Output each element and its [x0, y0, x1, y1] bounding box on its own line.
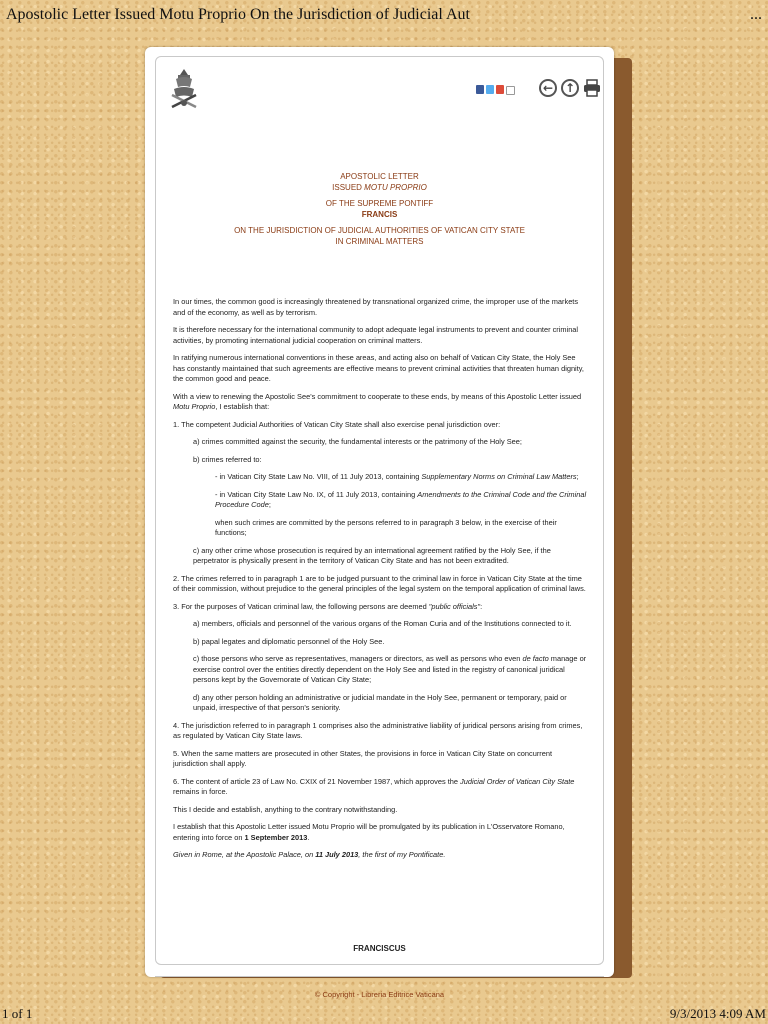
google-plus-icon[interactable] [496, 85, 504, 94]
paragraph: It is therefore necessary for the international community to adopt adequate legal instruments to prevent and counter criminal activities, by promoting international judicial cooperation on criminal matters. [173, 325, 579, 345]
section-1b: b) crimes referred to: [193, 454, 262, 464]
signature: FRANCISCUS [353, 944, 406, 953]
paragraph: In our times, the common good is increasingly threatened by transnational organized crime, the improper use of the markets and of the economy, as well as by terrorism. [173, 297, 579, 317]
page-nav-icons [539, 79, 601, 97]
section-3b: b) papal legates and diplomatic personnel of the Holy See. [193, 636, 385, 646]
browser-print-header [6, 6, 762, 28]
paragraph: In ratifying numerous international conventions in these areas, and acting also on behalf of Vatican City State, the Holy See has constantly maintained that such agreements are effective means to prevent criminal activities that threaten human dignity, the common good and peace. [173, 353, 584, 383]
document-page [145, 47, 614, 999]
back-arrow-icon[interactable]: ← [539, 79, 557, 97]
browser-print-footer [0, 1004, 768, 1022]
heading-line-2: ISSUED MOTU PROPRIO [332, 182, 427, 192]
section-1: 1. The competent Judicial Authorities of Vatican City State shall also exercise penal jurisdiction over: [173, 419, 501, 429]
document-body [173, 297, 587, 868]
heading-line-5: ON THE JURISDICTION OF JUDICIAL AUTHORITIES OF VATICAN CITY STATE [234, 226, 525, 235]
section-1b-item: - in Vatican City State Law No. VIII, of 11 July 2013, containing Supplementary Norms on Criminal Law Matters; [215, 472, 579, 481]
section-3a: a) members, officials and personnel of the various organs of the Roman Curia and of the Institutions connected to it. [193, 619, 572, 628]
paragraph: With a view to renewing the Apostolic See's commitment to cooperate to these ends, by means of this Apostolic Letter issued Motu Proprio, I establish that: [173, 391, 582, 411]
share-icons [476, 85, 515, 97]
header-ellipsis: ... [750, 6, 762, 23]
section-1b-item: - in Vatican City State Law No. IX, of 11 July 2013, containing Amendments to the Criminal Code and the Criminal Procedure Code; [215, 489, 587, 509]
vatican-crest-icon [166, 67, 202, 109]
heading-line-4: FRANCIS [361, 209, 398, 219]
section-3d: d) any other person holding an administrative or judicial mandate in the Holy See, permanent or temporary, paid or unpaid, irrespective of that person's seniority. [193, 692, 567, 712]
twitter-icon[interactable] [486, 85, 494, 94]
divider [155, 976, 604, 977]
section-1b-note: when such crimes are committed by the persons referred to in paragraph 3 below, in the exercise of their functions; [215, 517, 557, 537]
given-in-rome: Given in Rome, at the Apostolic Palace, on 11 July 2013, the first of my Pontificate. [173, 850, 446, 859]
up-arrow-icon[interactable]: ↑ [561, 79, 579, 97]
section-5: 5. When the same matters are prosecuted in other States, the provisions in force in Vatican City State on concurrent jurisdiction shall apply. [173, 748, 553, 768]
page-count: 1 of 1 [2, 1006, 33, 1021]
section-4: 4. The jurisdiction referred to in paragraph 1 comprises also the administrative liability of juridical persons arising from crimes, as regulated by Vatican City State laws. [173, 720, 583, 740]
print-timestamp: 9/3/2013 4:09 AM [669, 1006, 766, 1021]
section-2: 2. The crimes referred to in paragraph 1 are to be judged pursuant to the criminal law in force in Vatican City State at the time of their commission, without prejudice to the general principles of the legal system on the temporal application of criminal laws. [173, 573, 586, 593]
section-3c: c) those persons who serve as representatives, managers or directors, as well as persons who even de facto manage or exercise control over the entities directly dependent on the Holy See and listed in the registry of canonical juridical persons kept by the Governorate of Vatican City State; [193, 654, 587, 684]
section-6: 6. The content of article 23 of Law No. CXIX of 21 November 1987, which approves the Judicial Order of Vatican City State remains in force. [173, 776, 575, 796]
promulgation: I establish that this Apostolic Letter issued Motu Proprio will be promulgated by its publication in L'Osservatore Romano, entering into force on 1 September 2013. [173, 822, 565, 842]
copyright-link[interactable]: © Copyright - Libreria Editrice Vaticana [314, 990, 445, 999]
page-frame [155, 56, 604, 965]
section-3: 3. For the purposes of Vatican criminal law, the following persons are deemed "public officials": [173, 601, 483, 611]
decision: This I decide and establish, anything to the contrary notwithstanding. [173, 804, 398, 814]
heading-line-3: OF THE SUPREME PONTIFF [325, 199, 434, 208]
document-heading [156, 172, 603, 247]
print-icon[interactable] [583, 79, 601, 97]
facebook-icon[interactable] [476, 85, 484, 94]
section-1c: c) any other crime whose prosecution is required by an international agreement ratified by the Holy See, if the perpetrator is physically present in the territory of Vatican City State and has not been extradited. [193, 545, 551, 565]
document-title: Apostolic Letter Issued Motu Proprio On the Jurisdiction of Judicial Aut [6, 6, 470, 23]
section-1a: a) crimes committed against the security, the fundamental interests or the patrimony of the Holy See; [193, 437, 522, 446]
heading-line-6: IN CRIMINAL MATTERS [335, 236, 424, 246]
heading-line-1: APOSTOLIC LETTER [340, 172, 419, 181]
email-icon[interactable] [506, 86, 515, 95]
